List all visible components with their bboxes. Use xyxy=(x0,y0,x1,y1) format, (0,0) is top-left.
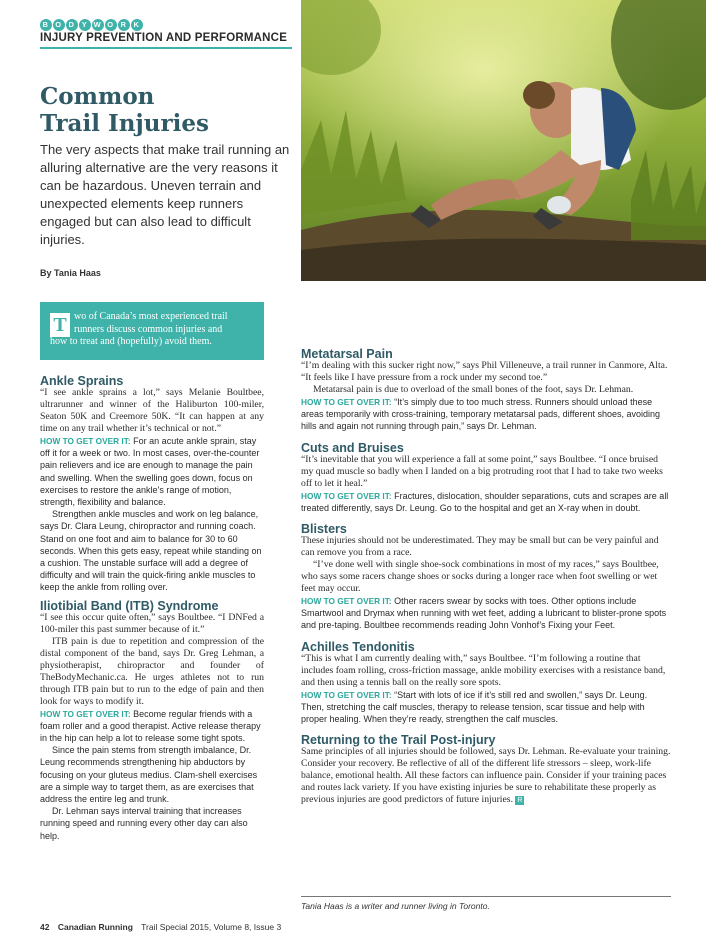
paragraph: ITB pain is due to repetition and compression of the distal component of the band, says Dr. Greg Lehman, a physiotherapist, chiropractor and founder of TheBodyMechanic.ca. He urges athletes not to run through ITB pain but to run to the edge of pain and then look for ways to modify it. xyxy=(40,635,264,707)
paragraph: “I see ankle sprains a lot,” says Melanie Boultbee, ultrarunner and winner of the Haliburton 100-miler, Seaton 50K and Creemore 50K. “It can happen at any time on any trail whether it’s technical or not.” xyxy=(40,387,264,434)
page-folio xyxy=(40,922,281,932)
heading-ankle-sprains: Ankle Sprains xyxy=(40,374,124,388)
drop-cap: T xyxy=(50,313,70,337)
article-deck: The very aspects that make trail running an alluring alternative are the very reasons it can be hazardous. Uneven terrain and unexpected elements keep runners engaged but can also lead to difficult injuries. xyxy=(40,142,290,247)
how-to-text: Fractures, dislocation, shoulder separations, cuts and scrapes are all treated differently, says Dr. Leung. Go to the hospital and get an X-ray when in doubt. xyxy=(301,490,669,513)
byline: By Tania Haas xyxy=(40,268,101,278)
section-kicker: INJURY PREVENTION AND PERFORMANCE xyxy=(40,32,288,44)
paragraph: “I’m dealing with this sucker right now,” says Phil Villeneuve, a trail runner in Canmore, Alta. “It feels like I have pressure from a rock under my second toe.” xyxy=(301,360,668,383)
how-to-text: “Start with lots of ice if it’s still red and swollen,” says Dr. Leung. Then, stretching the calf muscles, therapy to release tension, scar tissue and help with proper healing. When they’re ready, strengthen the calf muscles. xyxy=(301,689,648,725)
title-line: Common xyxy=(40,83,155,110)
heading-achilles-tendonitis: Achilles Tendonitis xyxy=(301,639,415,654)
paragraph: Strengthen ankle muscles and work on leg balance, says Dr. Clara Leung, chiropractor and running coach. Stand on one foot and aim to balance for 30 to 60 seconds. When this gets easy, repeat while standing on a cushion. The unstable surface will add a degree of difficulty and will train the quick-firing ankle muscles to keep the ankle from rolling over. xyxy=(40,509,262,593)
callout-text: wo of Canada’s most experienced trail runners discuss common injuries and xyxy=(74,311,228,335)
paragraph: “I’ve done well with single shoe-sock combinations in most of my races,” says Boultbee, who says some racers change shoes or socks during a longer race when foot swelling or wet feet may occur. xyxy=(301,559,659,595)
how-to-paragraph xyxy=(301,396,671,433)
intro-callout xyxy=(40,302,264,360)
paragraph: Dr. Lehman says interval training that increases running speed and running every other day can also help. xyxy=(40,806,248,841)
section-tag-letter: Y xyxy=(79,19,91,31)
paragraph: Metatarsal pain is due to overload of the small bones of the foot, says Dr. Lehman. xyxy=(313,384,634,395)
how-to-paragraph xyxy=(40,435,264,508)
right-column xyxy=(301,348,671,806)
page-number: 42 xyxy=(40,922,50,932)
how-to-label: HOW TO GET OVER IT: xyxy=(40,436,131,446)
section-tag xyxy=(40,19,144,31)
how-to-paragraph xyxy=(301,490,671,514)
heading-blisters: Blisters xyxy=(301,522,347,537)
section-tag-letter: K xyxy=(131,19,143,31)
paragraph: Since the pain stems from strength imbalance, Dr. Leung recommends strengthening hip abductors by focusing on your gluteus medius. Clam-shell exercises are a simple way to target them, as are exercises that address the entire leg and trunk. xyxy=(40,745,258,805)
paragraph: “This is what I am currently dealing with,” says Boultbee. “I’m following a routine that includes foam rolling, cross-friction massage, ankle mobility exercises with a resistance band, and then using a tennis ball on the really sore spots. xyxy=(301,652,666,688)
how-to-label: HOW TO GET OVER IT: xyxy=(301,490,392,501)
kicker-rule xyxy=(40,47,292,49)
section-tag-letter: R xyxy=(118,19,130,31)
heading-cuts-bruises: Cuts and Bruises xyxy=(301,440,404,455)
paragraph: “I see this occur quite often,” says Boultbee. “I DNFed a 100-miler this past summer because of it.” xyxy=(40,611,264,635)
how-to-text: For an acute ankle sprain, stay off it for a week or two. In most cases, over-the-counter pain relievers and ice are enough to manage the pain and swelling. When the swelling goes down, focus on exercises to restore the ankle’s range of motion, strength, flexibility and balance. xyxy=(40,436,260,508)
paragraph xyxy=(301,746,671,806)
title-line: Trail Injuries xyxy=(40,110,209,137)
how-to-text: “It’s simply due to too much stress. Runners should unload these areas temporarily with cross-training, temporary metatarsal pads, different shoes, avoiding hills and again not running through pain,” says Dr. Lehman. xyxy=(301,397,660,432)
how-to-text: Become regular friends with a foam roller and a good therapist. Active release therapy in the hip can help a lot to release some tight spots. xyxy=(40,708,261,744)
end-mark-icon: R xyxy=(517,796,523,804)
how-to-label: HOW TO GET OVER IT: xyxy=(301,596,392,607)
heading-metatarsal-pain: Metatarsal Pain xyxy=(301,347,393,361)
paragraph-text: Same principles of all injuries should be followed, says Dr. Lehman. Re-evaluate your training. Consider your recovery. Be reflective of all of the different life stressors – sleep, work-life balance, emotional health. All these factors can influence pain. Consider if your training paces and routes lack variety. If you have existing injuries be sure to rehabilitate these properly as previous injuries are good predictors of future injuries. xyxy=(301,746,671,806)
footnote-rule xyxy=(301,896,671,897)
how-to-paragraph xyxy=(40,708,264,745)
section-tag-letter: O xyxy=(105,19,117,31)
section-tag-letter: B xyxy=(40,19,52,31)
author-bio: Tania Haas is a writer and runner living in Toronto. xyxy=(301,901,490,911)
section-tag-letter: D xyxy=(66,19,78,31)
heading-itb-syndrome: Iliotibial Band (ITB) Syndrome xyxy=(40,598,219,613)
how-to-paragraph xyxy=(301,689,671,726)
heading-returning-to-trail: Returning to the Trail Post-injury xyxy=(301,733,496,748)
how-to-label: HOW TO GET OVER IT: xyxy=(301,689,392,700)
section-tag-letter: W xyxy=(93,20,103,29)
callout-text-2: how to treat and (hopefully) avoid them. xyxy=(50,336,212,347)
runner-ankle-injury-photo xyxy=(301,0,706,281)
section-tag-letter: O xyxy=(53,19,65,31)
issue-info: Trail Special 2015, Volume 8, Issue 3 xyxy=(141,922,282,932)
magazine-name: Canadian Running xyxy=(57,922,133,932)
how-to-paragraph xyxy=(301,595,671,632)
how-to-label: HOW TO GET OVER IT: xyxy=(301,397,392,407)
how-to-text: Other racers swear by socks with toes. Other options include Smartwool and Drymax when running with wet feet, adding a lubricant to blister-prone spots and pre-taping. Boultbee recommends reading John Vonhof’s Fixing your Feet. xyxy=(301,596,667,631)
left-column xyxy=(40,375,264,842)
article-title xyxy=(40,83,290,137)
how-to-label: HOW TO GET OVER IT: xyxy=(40,708,131,719)
paragraph: These injuries should not be underestimated. They may be small but can be very painful and can remove you from a race. xyxy=(301,535,659,559)
paragraph: “It’s inevitable that you will experience a fall at some point,” says Boultbee. “I once bruised my quad muscle so badly when I landed on a big protruding root that I had to take two weeks off to let it heal.” xyxy=(301,453,663,489)
